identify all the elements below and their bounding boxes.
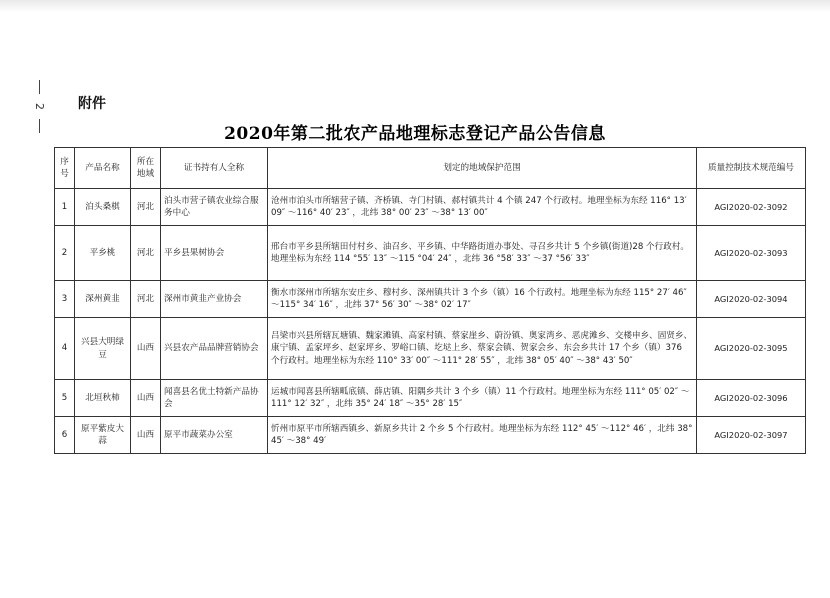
page-edge bbox=[0, 0, 830, 12]
row-no: 4 bbox=[55, 318, 75, 380]
table-header-row bbox=[55, 148, 806, 189]
row-code: AGI2020-02-3094 bbox=[697, 281, 806, 318]
row-scope: 忻州市原平市所辖西镇乡、新原乡共计 2 个乡 5 个行政村。地理坐标为东经 112° 45′ ～112° 46′ ，北纬 38° 45′ ～38° 49′ bbox=[268, 417, 697, 454]
row-code: AGI2020-02-3097 bbox=[697, 417, 806, 454]
table-row bbox=[55, 189, 806, 226]
row-holder: 原平市蔬菜办公室 bbox=[161, 417, 268, 454]
row-name: 平乡桃 bbox=[75, 226, 131, 281]
header-name: 产品名称 bbox=[75, 148, 131, 189]
table-row bbox=[55, 318, 806, 380]
table-row bbox=[55, 281, 806, 318]
row-name: 泊头桑棋 bbox=[75, 189, 131, 226]
header-code: 质量控制技术规范编号 bbox=[697, 148, 806, 189]
row-holder: 深州市黄韭产业协会 bbox=[161, 281, 268, 318]
row-scope: 运城市闻喜县所辖畖底镇、薛店镇、阳隅乡共计 3 个乡（镇）11 个行政村。地理坐标为东经 111° 05′ 02″ ～111° 12′ 32″ ，北纬 35° 24′ 18″ ～35° 28′ 15″ bbox=[268, 380, 697, 417]
row-holder: 闻喜县名优土特新产品协会 bbox=[161, 380, 268, 417]
header-region: 所在地域 bbox=[131, 148, 161, 189]
row-region: 河北 bbox=[131, 226, 161, 281]
row-scope: 邢台市平乡县所辖田付村乡、油召乡、平乡镇、中华路街道办事处、寻召乡共计 5 个乡镇(街道)28 个行政村。地理坐标为东经 114 °55′ 13″ ～115 °04′ 24″ ，北纬 36 °58′ 33″ ～37 °56′ 33″ bbox=[268, 226, 697, 281]
document-title: 2020年第二批农产品地理标志登记产品公告信息 bbox=[224, 124, 606, 144]
row-name: 原平紫皮大蒜 bbox=[75, 417, 131, 454]
row-code: AGI2020-02-3095 bbox=[697, 318, 806, 380]
attachment-label: 附件 bbox=[78, 96, 106, 112]
row-code: AGI2020-02-3092 bbox=[697, 189, 806, 226]
row-region: 河北 bbox=[131, 189, 161, 226]
page-number-bar-top bbox=[39, 80, 40, 94]
row-no: 6 bbox=[55, 417, 75, 454]
row-name: 兴县大明绿豆 bbox=[75, 318, 131, 380]
row-no: 5 bbox=[55, 380, 75, 417]
page-number: 2 bbox=[32, 103, 46, 110]
row-no: 2 bbox=[55, 226, 75, 281]
header-holder: 证书持有人全称 bbox=[161, 148, 268, 189]
table-row bbox=[55, 417, 806, 454]
row-no: 1 bbox=[55, 189, 75, 226]
product-table bbox=[54, 147, 806, 454]
row-code: AGI2020-02-3096 bbox=[697, 380, 806, 417]
table-row bbox=[55, 380, 806, 417]
row-region: 山西 bbox=[131, 417, 161, 454]
row-scope: 吕梁市兴县所辖瓦塘镇、魏家滩镇、高家村镇、蔡家崖乡、蔚汾镇、奥家湾乡、恶虎滩乡、交楼申乡、固贤乡、康宁镇、孟家坪乡、赵家坪乡、罗峪口镇、圪垯上乡、蔡家会镇、贺家会乡、东会乡共计 17 个乡（镇）376 个行政村。地理坐标为东经 110° 33′ 00″ ～111° 28′ 55″ ，北纬 38° 05′ 40″ ～38° 43′ 50″ bbox=[268, 318, 697, 380]
row-holder: 泊头市营子镇农业综合服务中心 bbox=[161, 189, 268, 226]
row-scope: 沧州市泊头市所辖营子镇、齐桥镇、寺门村镇、郝村镇共计 4 个镇 247 个行政村。地理坐标为东经 116° 13′ 09″ ～116° 40′ 23″ ，北纬 38° 00′ 23″ ～38° 13′ 00″ bbox=[268, 189, 697, 226]
header-no: 序号 bbox=[55, 148, 75, 189]
row-region: 山西 bbox=[131, 318, 161, 380]
row-holder: 兴县农产品品牌营销协会 bbox=[161, 318, 268, 380]
row-no: 3 bbox=[55, 281, 75, 318]
header-scope: 划定的地域保护范围 bbox=[268, 148, 697, 189]
table-row bbox=[55, 226, 806, 281]
row-region: 河北 bbox=[131, 281, 161, 318]
row-scope: 衡水市深州市所辖东安庄乡、穆村乡、深州镇共计 3 个乡（镇）16 个行政村。地理坐标为东经 115° 27′ 46″ ～115° 34′ 16″ ，北纬 37° 56′ 30″ ～38° 02′ 17″ bbox=[268, 281, 697, 318]
row-holder: 平乡县果树协会 bbox=[161, 226, 268, 281]
row-region: 山西 bbox=[131, 380, 161, 417]
row-name: 北垣秋柿 bbox=[75, 380, 131, 417]
row-name: 深州黄韭 bbox=[75, 281, 131, 318]
row-code: AGI2020-02-3093 bbox=[697, 226, 806, 281]
